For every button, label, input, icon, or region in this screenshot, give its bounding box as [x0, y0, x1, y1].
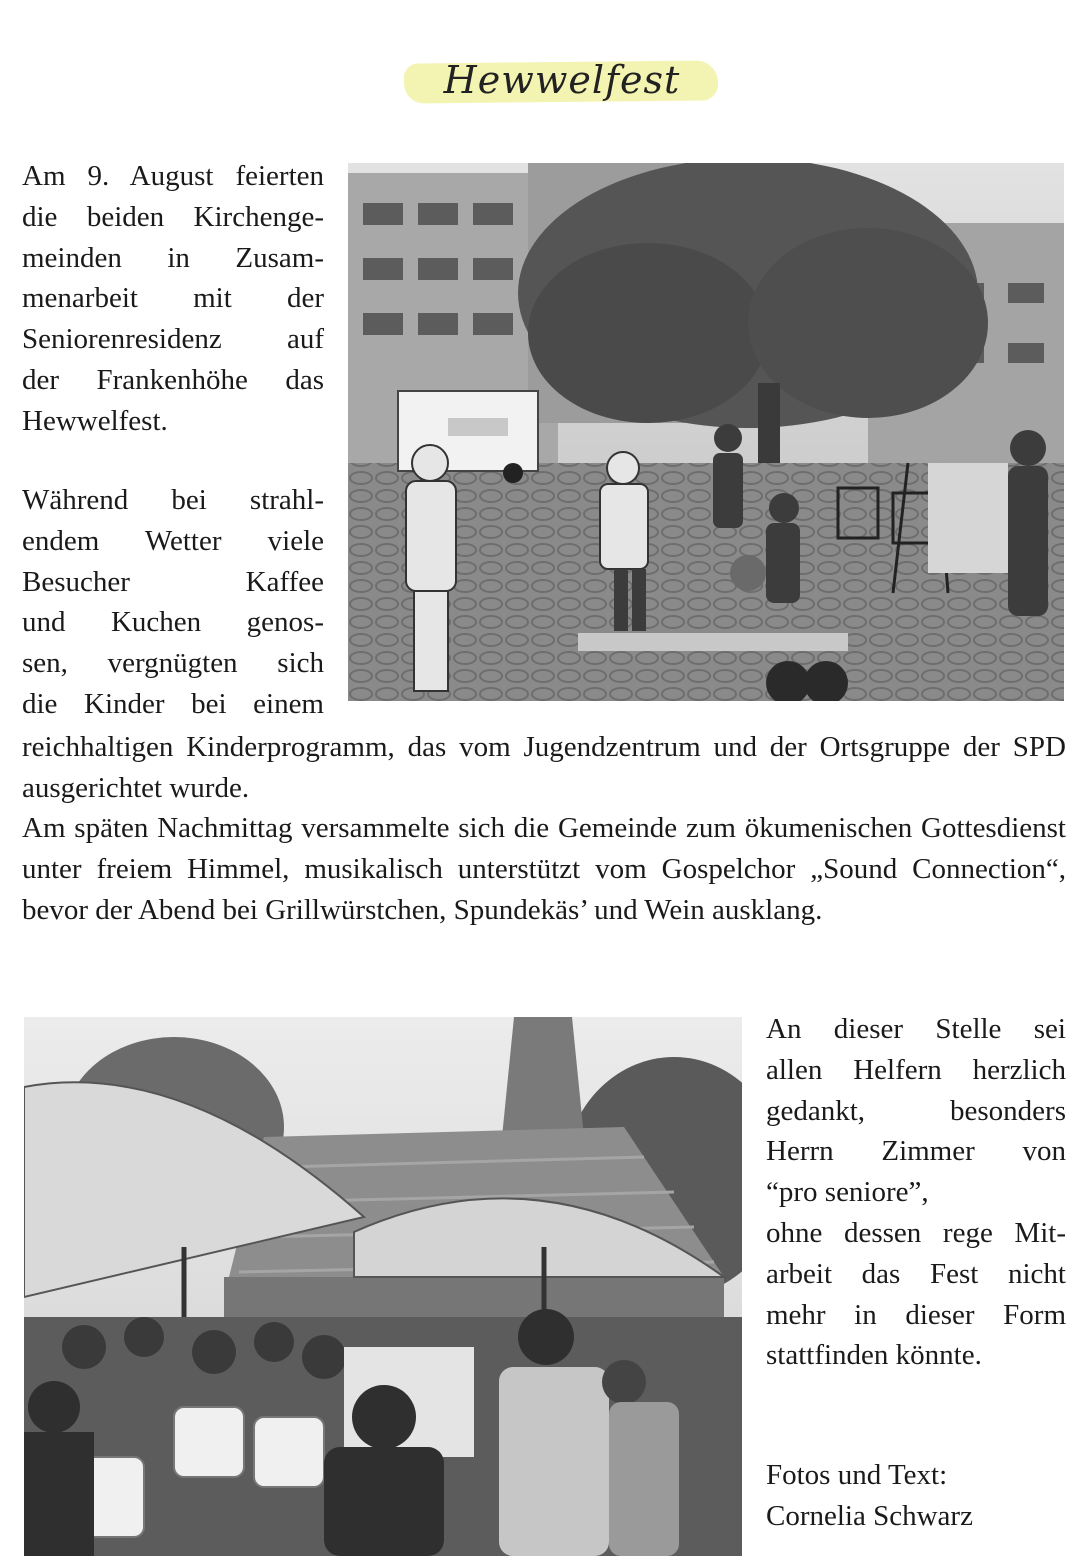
kids-line: Besucher Kaffee	[22, 565, 324, 598]
kids-paragraph	[22, 480, 324, 725]
thanks-line: mehr in dieser Form	[766, 1298, 1066, 1331]
intro-line: Am 9. August feierten	[22, 160, 324, 192]
thanks-line: arbeit das Fest nicht	[766, 1257, 1066, 1290]
service-paragraph: Am späten Nachmittag versammelte sich die Gemeinde zum ökumenischen Gottesdienst unter freiem Himmel, musikalisch unterstützt vom Gospelchor „Sound Connection“, bevor der Abend bei Grillwürstchen, Spundekäs’ und Wein ausklang.	[22, 812, 1066, 926]
photo-kids-program-image	[348, 163, 1064, 701]
thanks-line: allen Helfern herzlich	[766, 1053, 1066, 1086]
photo-service-tables-image	[24, 1017, 742, 1556]
thanks-line: An dieser Stelle sei	[766, 1013, 1066, 1045]
thanks-line: gedankt, besonders	[766, 1094, 1066, 1127]
kids-paragraph-continued: reichhaltigen Kinderprogramm, das vom Jugendzentrum und der Ortsgruppe der SPD ausgerichtet wurde.	[22, 731, 1066, 804]
credit-label: Fotos und Text:	[766, 1459, 948, 1491]
photo-service-tables	[24, 1017, 742, 1556]
intro-line: menarbeit mit der	[22, 282, 324, 315]
page-title: Hewwelfest	[443, 58, 681, 102]
kids-line: Während bei strahl-	[22, 484, 324, 516]
kids-line: sen, vergnügten sich	[22, 647, 324, 680]
title-block	[404, 50, 720, 110]
kids-line: und Kuchen genos-	[22, 606, 324, 639]
thanks-line: stattfinden könnte.	[766, 1339, 982, 1372]
intro-line: der Frankenhöhe das	[22, 363, 324, 396]
intro-line: Hewwelfest.	[22, 404, 168, 437]
thanks-line: ohne dessen rege Mit-	[766, 1216, 1066, 1249]
thanks-line: Herrn Zimmer von	[766, 1135, 1066, 1168]
photo-credit	[766, 1455, 1066, 1537]
intro-line: meinden in Zusam-	[22, 241, 324, 274]
intro-line: Seniorenresidenz auf	[22, 323, 324, 356]
kids-line: endem Wetter viele	[22, 524, 324, 557]
thanks-paragraph	[766, 1009, 1066, 1376]
kids-line: die Kinder bei einem	[22, 687, 324, 720]
intro-paragraph	[22, 156, 324, 442]
credit-author: Cornelia Schwarz	[766, 1499, 973, 1532]
thanks-line: “pro seniore”,	[766, 1176, 929, 1209]
photo-kids-program	[348, 163, 1064, 701]
intro-line: die beiden Kirchenge-	[22, 200, 324, 233]
